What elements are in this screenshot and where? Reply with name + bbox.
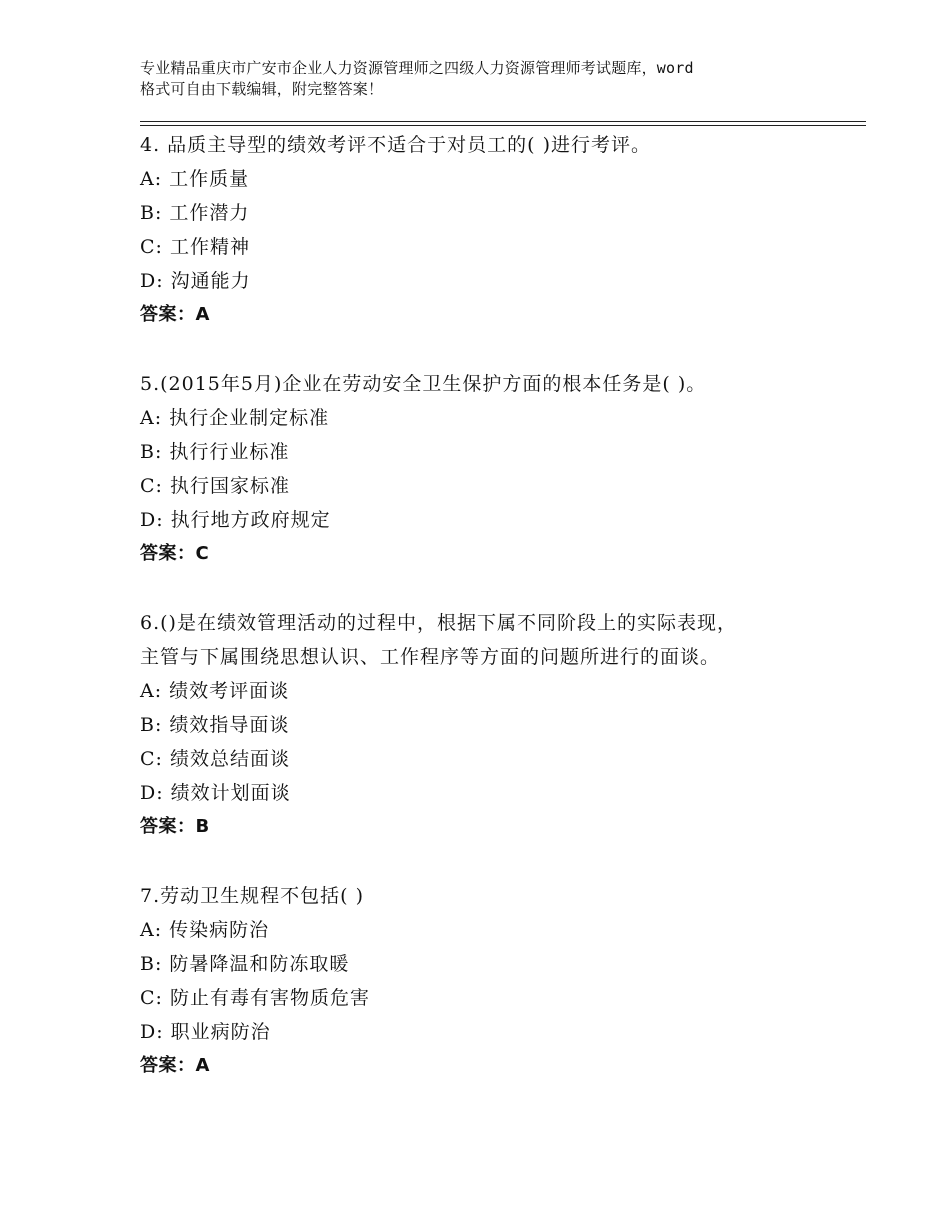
question-stem-line-1: 6.()是在绩效管理活动的过程中，根据下属不同阶段上的实际表现，: [140, 612, 737, 634]
option-d: D: 绩效计划面谈: [140, 782, 291, 804]
option-a: A: 绩效考评面谈: [140, 680, 290, 702]
header-divider-top: [140, 121, 866, 122]
question-6: [140, 606, 840, 844]
option-a: A: 传染病防治: [140, 919, 270, 941]
option-d: D: 沟通能力: [140, 270, 251, 292]
answer-line: 答案：B: [140, 816, 210, 837]
option-a: A: 工作质量: [140, 168, 250, 190]
answer-line: 答案：C: [140, 543, 210, 564]
question-stem: 7.劳动卫生规程不包括( ): [140, 885, 364, 907]
option-c: C: 执行国家标准: [140, 475, 290, 497]
answer-line: 答案：A: [140, 1055, 210, 1076]
answer-line: 答案：A: [140, 304, 210, 325]
question-stem-line-2: 主管与下属围绕思想认识、工作程序等方面的问题所进行的面谈。: [140, 646, 721, 668]
document-header: [140, 58, 830, 100]
option-b: B: 绩效指导面谈: [140, 714, 290, 736]
header-line-2: 格式可自由下载编辑，附完整答案！: [140, 80, 384, 98]
option-d: D: 执行地方政府规定: [140, 509, 331, 531]
option-a: A: 执行企业制定标准: [140, 407, 330, 429]
header-divider-bottom: [140, 125, 866, 126]
question-4: [140, 128, 840, 332]
option-c: C: 工作精神: [140, 236, 250, 258]
option-c: C: 绩效总结面谈: [140, 748, 290, 770]
header-line-1: 专业精品重庆市广安市企业人力资源管理师之四级人力资源管理师考试题库，word: [140, 59, 694, 77]
option-c: C: 防止有毒有害物质危害: [140, 987, 370, 1009]
option-d: D: 职业病防治: [140, 1021, 271, 1043]
option-b: B: 防暑降温和防冻取暖: [140, 953, 350, 975]
option-b: B: 工作潜力: [140, 202, 250, 224]
question-5: [140, 367, 840, 571]
question-7: [140, 879, 840, 1083]
question-stem: 5.(2015年5月)企业在劳动安全卫生保护方面的根本任务是( )。: [140, 373, 707, 395]
option-b: B: 执行行业标准: [140, 441, 290, 463]
question-stem: 4. 品质主导型的绩效考评不适合于对员工的( )进行考评。: [140, 134, 652, 156]
